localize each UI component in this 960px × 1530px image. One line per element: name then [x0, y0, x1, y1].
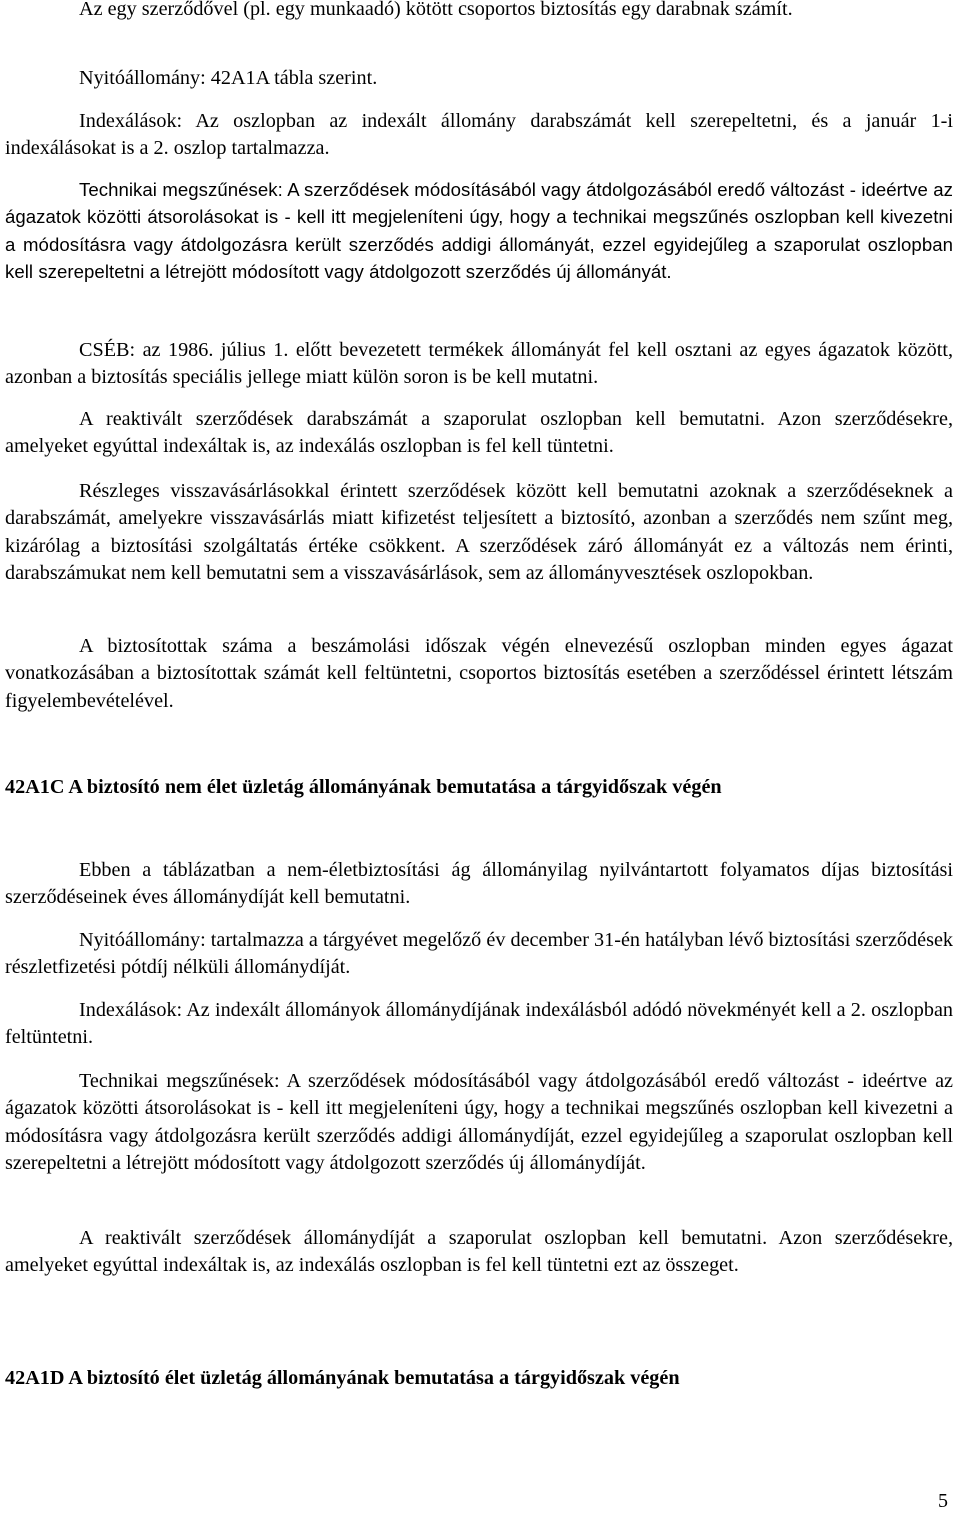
paragraph-technikai-megszunesek-a: Technikai megszűnések: A szerződések módosításából vagy átdolgozásából eredő változást - ideértve az ágazatok közötti átsorolásokat is - kell itt megjeleníteni úgy, hogy a technikai megszűnés oszlopban kell kivezetni a módosításra vagy átdolgozásra került szerződés addigi állományát, ezzel egyidejűleg a szaporulat oszlopban kell szerepeltetni a létrejött módosított vagy átdolgozott szerződés új állományát. — [5, 179, 953, 282]
section-heading-42a1c: 42A1C A biztosító nem élet üzletág állományának bemutatása a tárgyidőszak végén — [5, 776, 722, 798]
page-number: 5 — [938, 1490, 948, 1512]
paragraph-nyitoallomany-a: Nyitóállomány: 42A1A tábla szerint. — [79, 67, 378, 89]
section-heading-42a1d: 42A1D A biztosító élet üzletág állományának bemutatása a tárgyidőszak végén — [5, 1367, 680, 1389]
paragraph-reaktivalt-c: A reaktivált szerződések állománydíját a szaporulat oszlopban kell bemutatni. Azon szerződésekre, amelyeket egyúttal indexáltak is, az indexálás oszlopban is fel kell tüntetni ezt az összeget. — [5, 1227, 953, 1277]
paragraph-indexalasok-a: Indexálások: Az oszlopban az indexált állomány darabszámát kell szerepeltetni, és a január 1-i indexálásokat is a 2. oszlop tartalmazza. — [5, 110, 953, 160]
paragraph-cseb: CSÉB: az 1986. július 1. előtt bevezetett termékek állományát fel kell osztani az egyes ágazatok között, azonban a biztosítás speciális jellege miatt külön soron is be kell mutatni. — [5, 339, 953, 389]
paragraph-indexalasok-c: Indexálások: Az indexált állományok állománydíjának indexálásból adódó növekményét kell a 2. oszlopban feltüntetni. — [5, 999, 953, 1049]
paragraph-technikai-megszunesek-c: Technikai megszűnések: A szerződések módosításából vagy átdolgozásából eredő változást - ideértve az ágazatok közötti átsorolásokat is - kell itt megjeleníteni úgy, hogy a technikai megszűnés oszlopban kell kivezetni a módosításra vagy átdolgozásra került szerződés addigi állománydíját, ezzel egyidejűleg a szaporulat oszlopban kell szerepeltetni a létrejött módosított vagy átdolgozott szerződés új állománydíját. — [5, 1070, 953, 1174]
paragraph-reaktivalt-a: A reaktivált szerződések darabszámát a szaporulat oszlopban kell bemutatni. Azon szerződésekre, amelyeket egyúttal indexáltak is, az indexálás oszlopban is fel kell tüntetni. — [5, 408, 953, 458]
paragraph-csoportos-biztositas: Az egy szerződővel (pl. egy munkaadó) kötött csoportos biztosítás egy darabnak számít. — [79, 0, 793, 20]
paragraph-ebben-a-tablazatban: Ebben a táblázatban a nem-életbiztosítási ág állományilag nyilvántartott folyamatos díjas biztosítási szerződéseinek éves állománydíját kell bemutatni. — [5, 859, 953, 909]
paragraph-biztositottak-szama: A biztosítottak száma a beszámolási időszak végén elnevezésű oszlopban minden egyes ágazat vonatkozásában a biztosítottak számát kell feltüntetni, csoportos biztosítás esetében a szerződéssel érintett létszám figyelembevételével. — [5, 635, 953, 712]
paragraph-reszleges-visszavasarlasok: Részleges visszavásárlásokkal érintett szerződések között kell bemutatni azoknak a szerződéseknek a darabszámát, amelyekre visszavásárlás miatt kifizetést teljesített a biztosító, azonban a szerződés nem szűnt meg, kizárólag a biztosítási szolgáltatás értéke csökkent. A szerződések záró állományát ez a változás nem érinti, darabszámukat nem kell bemutatni sem a visszavásárlások, sem az állományvesztések oszlopokban. — [5, 480, 953, 584]
paragraph-nyitoallomany-c: Nyitóállomány: tartalmazza a tárgyévet megelőző év december 31-én hatályban lévő biztosítási szerződések részletfizetési pótdíj nélküli állománydíját. — [5, 929, 953, 979]
